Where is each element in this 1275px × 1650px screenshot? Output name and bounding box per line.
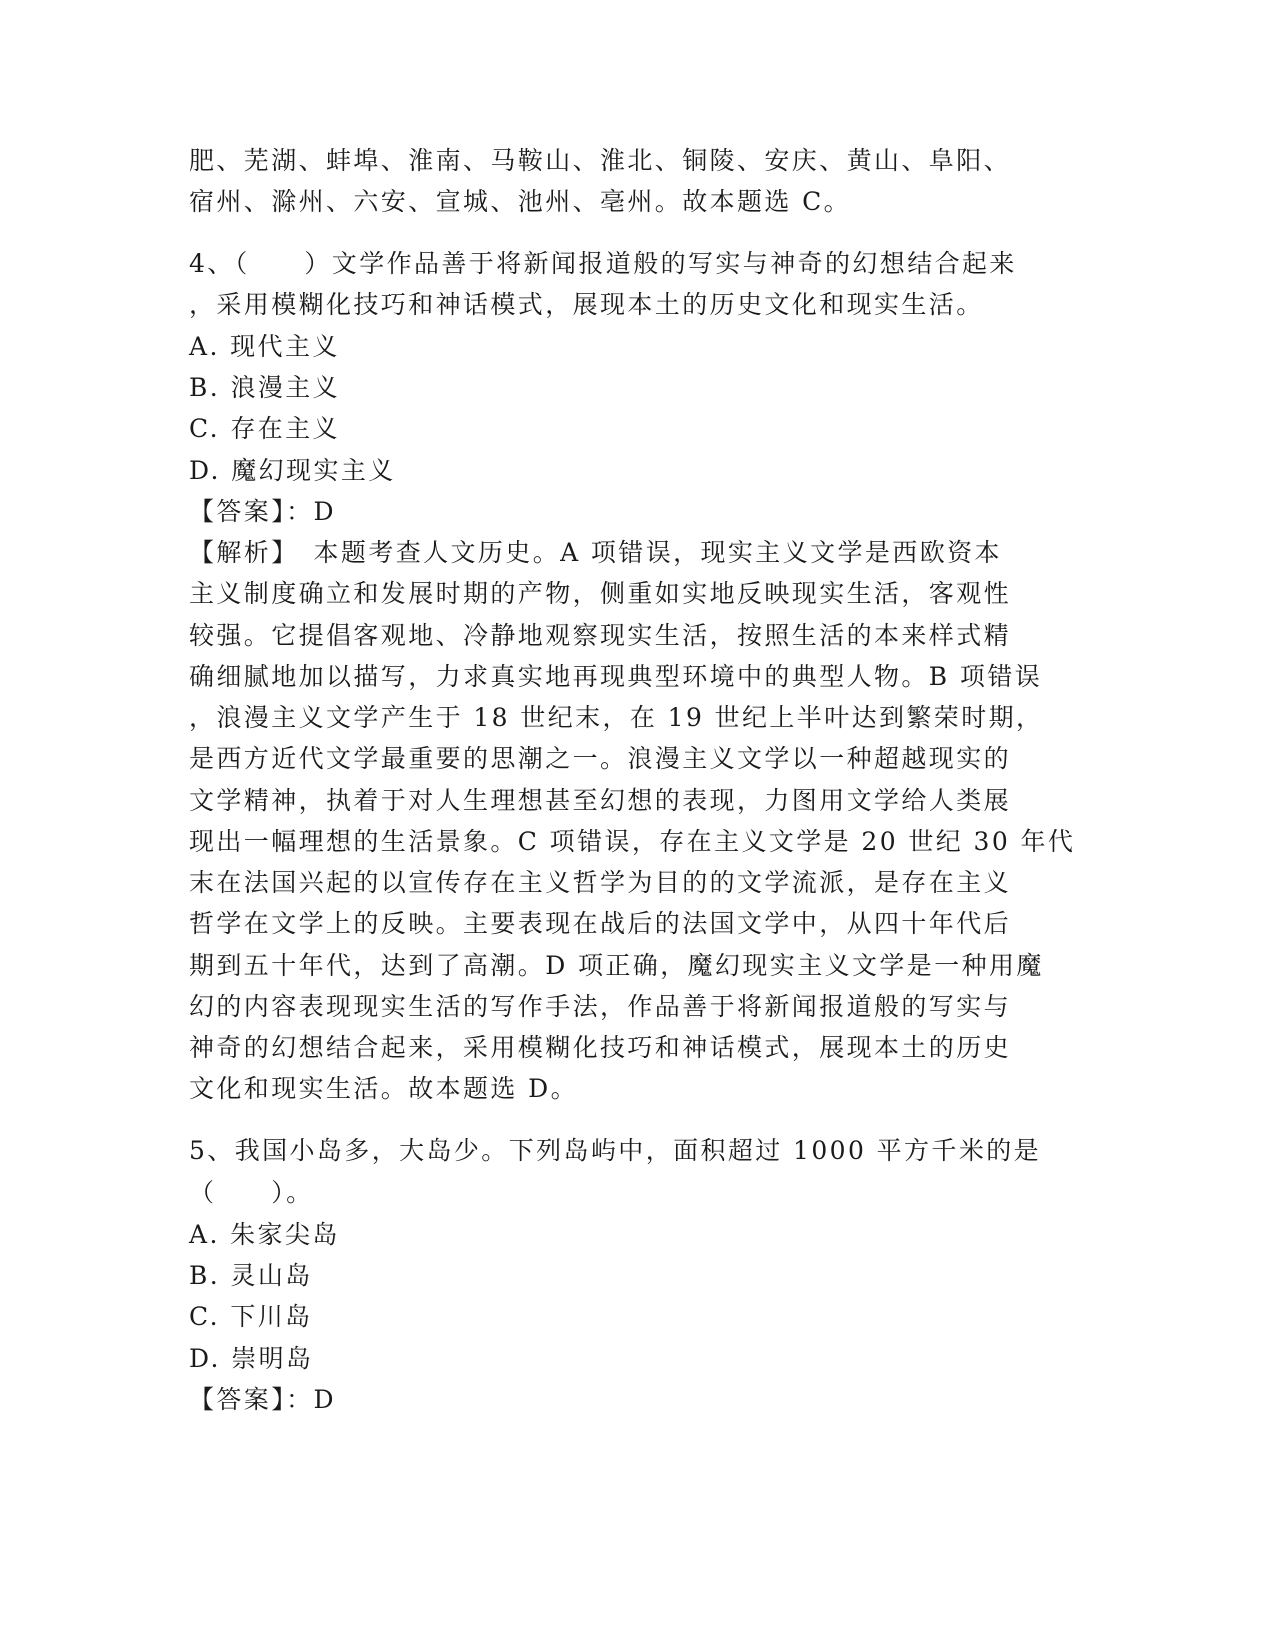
- question-4-analysis-line: 较强。它提倡客观地、冷静地观察现实生活，按照生活的本来样式精: [189, 621, 1012, 650]
- question-4-analysis-line: 确细腻地加以描写，力求真实地再现典型环境中的典型人物。B 项错误: [189, 662, 1043, 691]
- question-4-analysis-line: 期到五十年代，达到了高潮。D 项正确，魔幻现实主义文学是一种用魔: [189, 951, 1044, 980]
- question-4-option-c: C. 存在主义: [189, 414, 340, 443]
- question-4-analysis-line: 神奇的幻想结合起来，采用模糊化技巧和神话模式，展现本土的历史: [189, 1033, 1012, 1062]
- question-4-analysis-line: 幻的内容表现现实生活的写作手法，作品善于将新闻报道般的写实与: [189, 992, 1012, 1021]
- question-4-analysis-line: 主义制度确立和发展时期的产物，侧重如实地反映现实生活，客观性: [189, 579, 1012, 608]
- question-4-option-d: D. 魔幻现实主义: [189, 456, 396, 485]
- question-5-stem: 5、我国小岛多，大岛少。下列岛屿中，面积超过 1000 平方千米的是: [189, 1136, 1042, 1165]
- question-4-option-b: B. 浪漫主义: [189, 373, 341, 402]
- question-4-analysis-line: 哲学在文学上的反映。主要表现在战后的法国文学中，从四十年代后: [189, 909, 1012, 938]
- question-4-analysis-line: 文化和现实生活。故本题选 D。: [189, 1074, 578, 1103]
- question-4-analysis-line: ，浪漫主义文学产生于 18 世纪末，在 19 世纪上半叶达到繁荣时期，: [189, 703, 1044, 732]
- question-5-option-c: C. 下川岛: [189, 1302, 313, 1331]
- question-5-option-d: D. 崇明岛: [189, 1344, 314, 1373]
- analysis-continuation-line: 宿州、滁州、六安、宣城、池州、亳州。故本题选 C。: [189, 187, 852, 216]
- question-4-stem: 4、（ ）文学作品善于将新闻报道般的写实与神奇的幻想结合起来: [189, 249, 1017, 278]
- question-5-stem: （ ）。: [189, 1178, 314, 1207]
- analysis-continuation-line: 肥、芜湖、蚌埠、淮南、马鞍山、淮北、铜陵、安庆、黄山、阜阳、: [189, 146, 1012, 175]
- question-4-analysis-line: 末在法国兴起的以宣传存在主义哲学为目的的文学流派，是存在主义: [189, 868, 1012, 897]
- question-4-analysis-line: 是西方近代文学最重要的思潮之一。浪漫主义文学以一种超越现实的: [189, 744, 1012, 773]
- question-4-stem: ，采用模糊化技巧和神话模式，展现本土的历史文化和现实生活。: [189, 290, 984, 319]
- question-5-option-b: B. 灵山岛: [189, 1261, 313, 1290]
- question-5-answer: 【答案】：D: [189, 1385, 336, 1414]
- question-4-analysis-line: 【解析】 本题考查人文历史。A 项错误，现实主义文学是西欧资本: [189, 538, 1002, 567]
- question-4-analysis-line: 文学精神，执着于对人生理想甚至幻想的表现，力图用文学给人类展: [189, 786, 1012, 815]
- question-5-option-a: A. 朱家尖岛: [189, 1220, 340, 1249]
- question-4-answer: 【答案】：D: [189, 497, 336, 526]
- question-4-option-a: A. 现代主义: [189, 332, 340, 361]
- question-4-analysis-line: 现出一幅理想的生活景象。C 项错误，存在主义文学是 20 世纪 30 年代: [189, 827, 1076, 856]
